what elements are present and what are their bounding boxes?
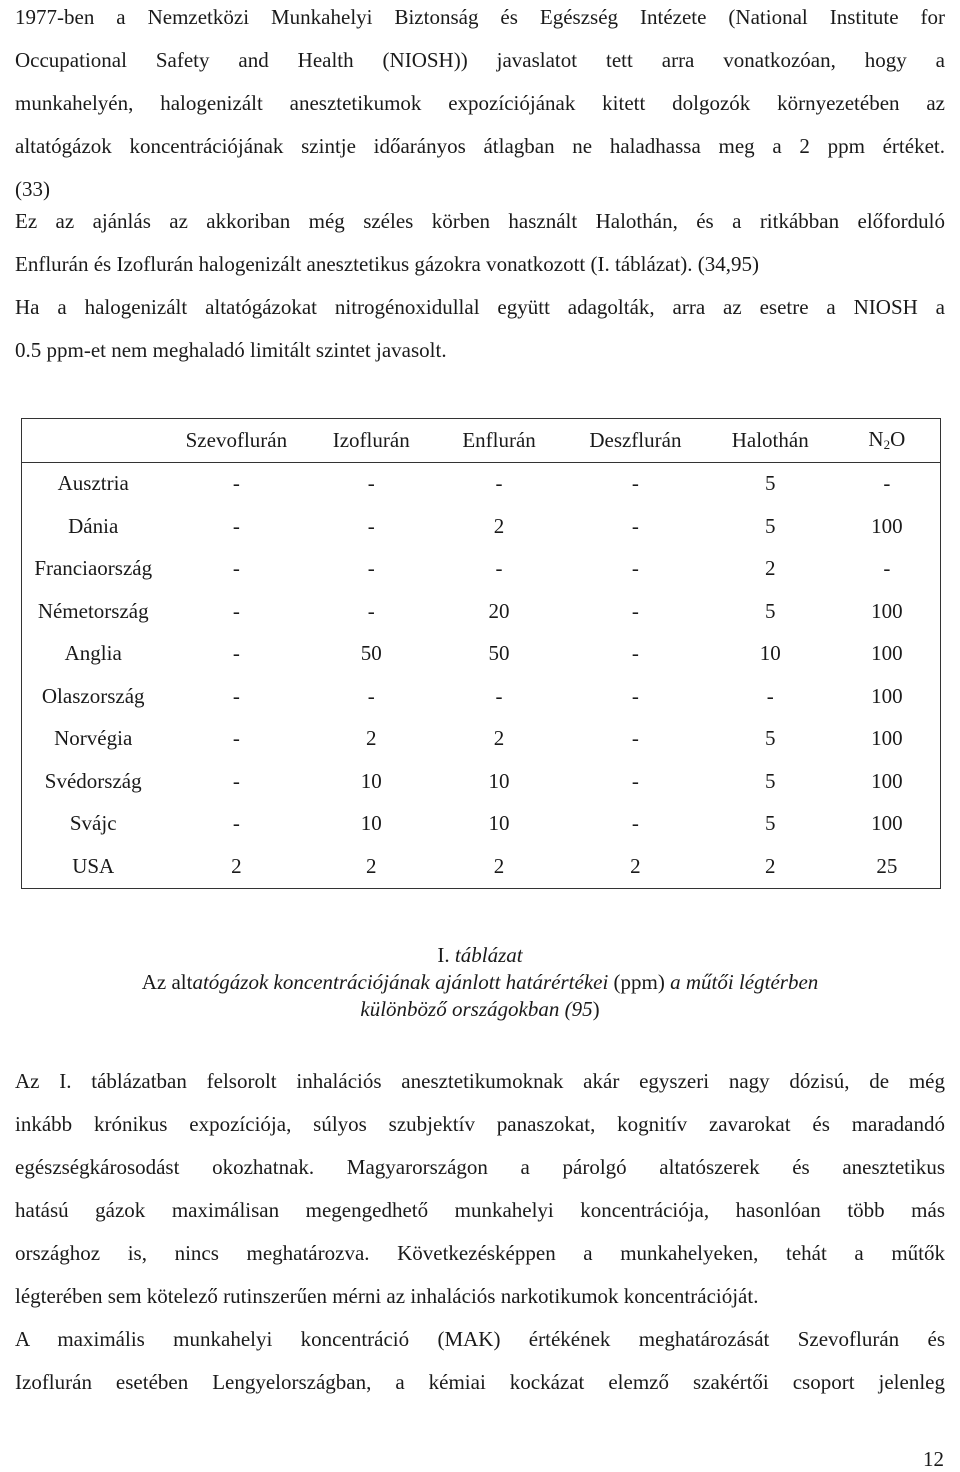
value-cell: - [232, 471, 240, 496]
value-cell: - [232, 641, 240, 666]
value-cell: - [232, 726, 240, 751]
value-cell: - [631, 726, 639, 751]
caption-part: atógázok koncentrációjának ajánlott határértékei [192, 970, 609, 994]
paragraph-line: légterében sem kötelező rutinszerűen mérni az inhalációs narkotikumok koncentrációját. [15, 1284, 759, 1308]
value-cell: - [232, 513, 240, 538]
value-cell: - [232, 556, 240, 581]
value-cell: 10 [759, 641, 781, 666]
table-row [22, 718, 941, 761]
table-row [22, 548, 941, 591]
paragraph-halothane-scope [15, 200, 945, 372]
paragraph-line: A maximális munkahelyi koncentráció (MAK) értékének meghatározását Szevoflurán és [15, 1327, 945, 1351]
table-header-cell: Szevoflurán [164, 419, 308, 463]
country-cell: USA [72, 853, 115, 878]
value-cell: 100 [871, 598, 903, 623]
country-cell: Ausztria [57, 471, 129, 496]
caption-part: különböző országokban (95 [360, 997, 593, 1021]
value-cell: 5 [764, 471, 776, 496]
value-cell: - [232, 598, 240, 623]
paragraph-health-effects [15, 1060, 945, 1404]
value-cell: 2 [764, 556, 776, 581]
table-header-cell-n2o [834, 419, 941, 463]
caption-part: a műtői légtérben [670, 970, 819, 994]
value-cell: 100 [871, 768, 903, 793]
value-cell: - [631, 768, 639, 793]
value-cell: 5 [764, 768, 776, 793]
value-cell: 10 [488, 811, 510, 836]
paragraph-line: országhoz is, nincs meghatározva. Következésképpen a munkahelyeken, tehát a műtők [15, 1241, 945, 1265]
value-cell: 5 [764, 726, 776, 751]
value-cell: - [631, 598, 639, 623]
value-cell: - [367, 513, 375, 538]
value-cell: 100 [871, 513, 903, 538]
value-cell: 2 [630, 853, 641, 878]
value-cell: 50 [488, 641, 510, 666]
value-cell: - [367, 556, 375, 581]
caption-part: (ppm) [608, 970, 671, 994]
table-row [22, 590, 941, 633]
table-header-cell: Deszflurán [564, 419, 707, 463]
value-cell: - [232, 768, 240, 793]
paragraph-line: hatású gázok maximálisan megengedhető munkahelyi koncentrációja, hasonlóan több más [15, 1198, 945, 1222]
caption-label: I. [437, 943, 455, 967]
paragraph-line: (33) [15, 177, 50, 201]
value-cell: - [631, 556, 639, 581]
n2o-base: N [868, 427, 884, 452]
value-cell: 100 [871, 641, 903, 666]
value-cell: 100 [871, 683, 903, 708]
paragraph-line: Izoflurán esetében Lengyelországban, a kémiai kockázat elemző szakértői csoport jelenleg [15, 1370, 945, 1394]
value-cell: 100 [871, 811, 903, 836]
table-row [22, 633, 941, 676]
value-cell: - [495, 683, 503, 708]
value-cell: 2 [365, 726, 377, 751]
table-header-cell: Enflurán [434, 419, 564, 463]
value-cell: - [883, 471, 891, 496]
paragraph-line: Ha a halogenizált altatógázokat nitrogénoxidullal együtt adagolták, arra az esetre a NIOSH a [15, 295, 945, 319]
value-cell: 2 [365, 853, 377, 878]
n2o-tail: O [890, 427, 906, 452]
country-cell: Olaszország [41, 683, 145, 708]
country-cell: Anglia [64, 641, 122, 666]
value-cell: 2 [493, 513, 505, 538]
value-cell: 5 [764, 598, 776, 623]
value-cell: - [232, 683, 240, 708]
caption-line [15, 996, 945, 1023]
paragraph-line: Occupational Safety and Health (NIOSH)) javaslatot tett arra vonatkozóan, hogy a [15, 48, 945, 72]
country-cell: Németország [37, 598, 149, 623]
value-cell: - [367, 598, 375, 623]
value-cell: - [367, 471, 375, 496]
value-cell: 2 [493, 726, 505, 751]
paragraph-line: egészségkárosodást okozhatnak. Magyarországon a párolgó altatószerek és anesztetikus [15, 1155, 945, 1179]
paragraph-line: altatógázok koncentrációjának szintje időarányos átlagban ne haladhassa meg a 2 ppm értéket. [15, 134, 945, 158]
paragraph-line: Ez az ajánlás az akkoriban még széles körben használt Halothán, és a ritkábban előforduló [15, 209, 945, 233]
value-cell: 10 [360, 811, 382, 836]
table-caption [15, 942, 945, 1023]
table-row [22, 462, 941, 505]
value-cell: 50 [360, 641, 382, 666]
value-cell: 5 [764, 811, 776, 836]
paragraph-line: Enflurán és Izoflurán halogenizált anesztetikus gázokra vonatkozott (I. táblázat). (34,95) [15, 252, 760, 276]
paragraph-line: munkahelyén, halogenizált anesztetikumok expozíciójának kitett dolgozók környezetében az [15, 91, 945, 115]
paragraph-line: 1977-ben a Nemzetközi Munkahelyi Biztonság és Egészség Intézete (National Institute for [15, 5, 945, 29]
value-cell: - [631, 683, 639, 708]
value-cell: 100 [871, 726, 903, 751]
country-cell: Norvégia [54, 726, 133, 751]
n2o-subscript: 2 [883, 437, 891, 453]
value-cell: - [631, 471, 639, 496]
table-header-cell: Halothán [707, 419, 834, 463]
value-cell: 5 [764, 513, 776, 538]
value-cell: 25 [876, 853, 898, 878]
value-cell: - [232, 811, 240, 836]
value-cell: - [766, 683, 774, 708]
value-cell: - [495, 556, 503, 581]
table-row [22, 505, 941, 548]
table-header-cell [22, 419, 165, 463]
caption-part: Az alt [141, 970, 193, 994]
table-header-row [22, 419, 941, 463]
page-number: 12 [923, 1447, 944, 1471]
value-cell: 2 [231, 853, 242, 878]
value-cell: 2 [493, 853, 505, 878]
value-cell: - [883, 556, 891, 581]
value-cell: 10 [488, 768, 510, 793]
value-cell: - [367, 683, 375, 708]
value-cell: 10 [360, 768, 382, 793]
value-cell: - [631, 811, 639, 836]
country-cell: Franciaország [34, 556, 153, 581]
paragraph-line: Az I. táblázatban felsorolt inhalációs anesztetikumoknak akár egyszeri nagy dózisú, de még [15, 1069, 945, 1093]
caption-part: ) [592, 997, 600, 1021]
value-cell: - [631, 641, 639, 666]
paragraph-line: inkább krónikus expozíciója, súlyos szubjektív panaszokat, kognitív zavarokat és maradandó [15, 1112, 945, 1136]
country-cell: Svédország [44, 768, 142, 793]
value-cell: - [631, 513, 639, 538]
paragraph-line: 0.5 ppm-et nem meghaladó limitált szintet javasolt. [15, 338, 447, 362]
paragraph-niosh-recommendation [15, 0, 945, 211]
value-cell: 2 [764, 853, 776, 878]
caption-label-italic: táblázat [454, 943, 523, 967]
caption-line [15, 942, 945, 969]
table-row [22, 760, 941, 803]
value-cell: - [495, 471, 503, 496]
country-cell: Svájc [69, 811, 117, 836]
value-cell: 20 [488, 598, 510, 623]
country-cell: Dánia [68, 513, 119, 538]
caption-line [15, 969, 945, 996]
table-row [22, 675, 941, 718]
table-header-cell: Izoflurán [308, 419, 434, 463]
table-row [22, 803, 941, 846]
limits-table [21, 418, 941, 889]
table-body [22, 462, 941, 888]
table-row [22, 845, 941, 888]
